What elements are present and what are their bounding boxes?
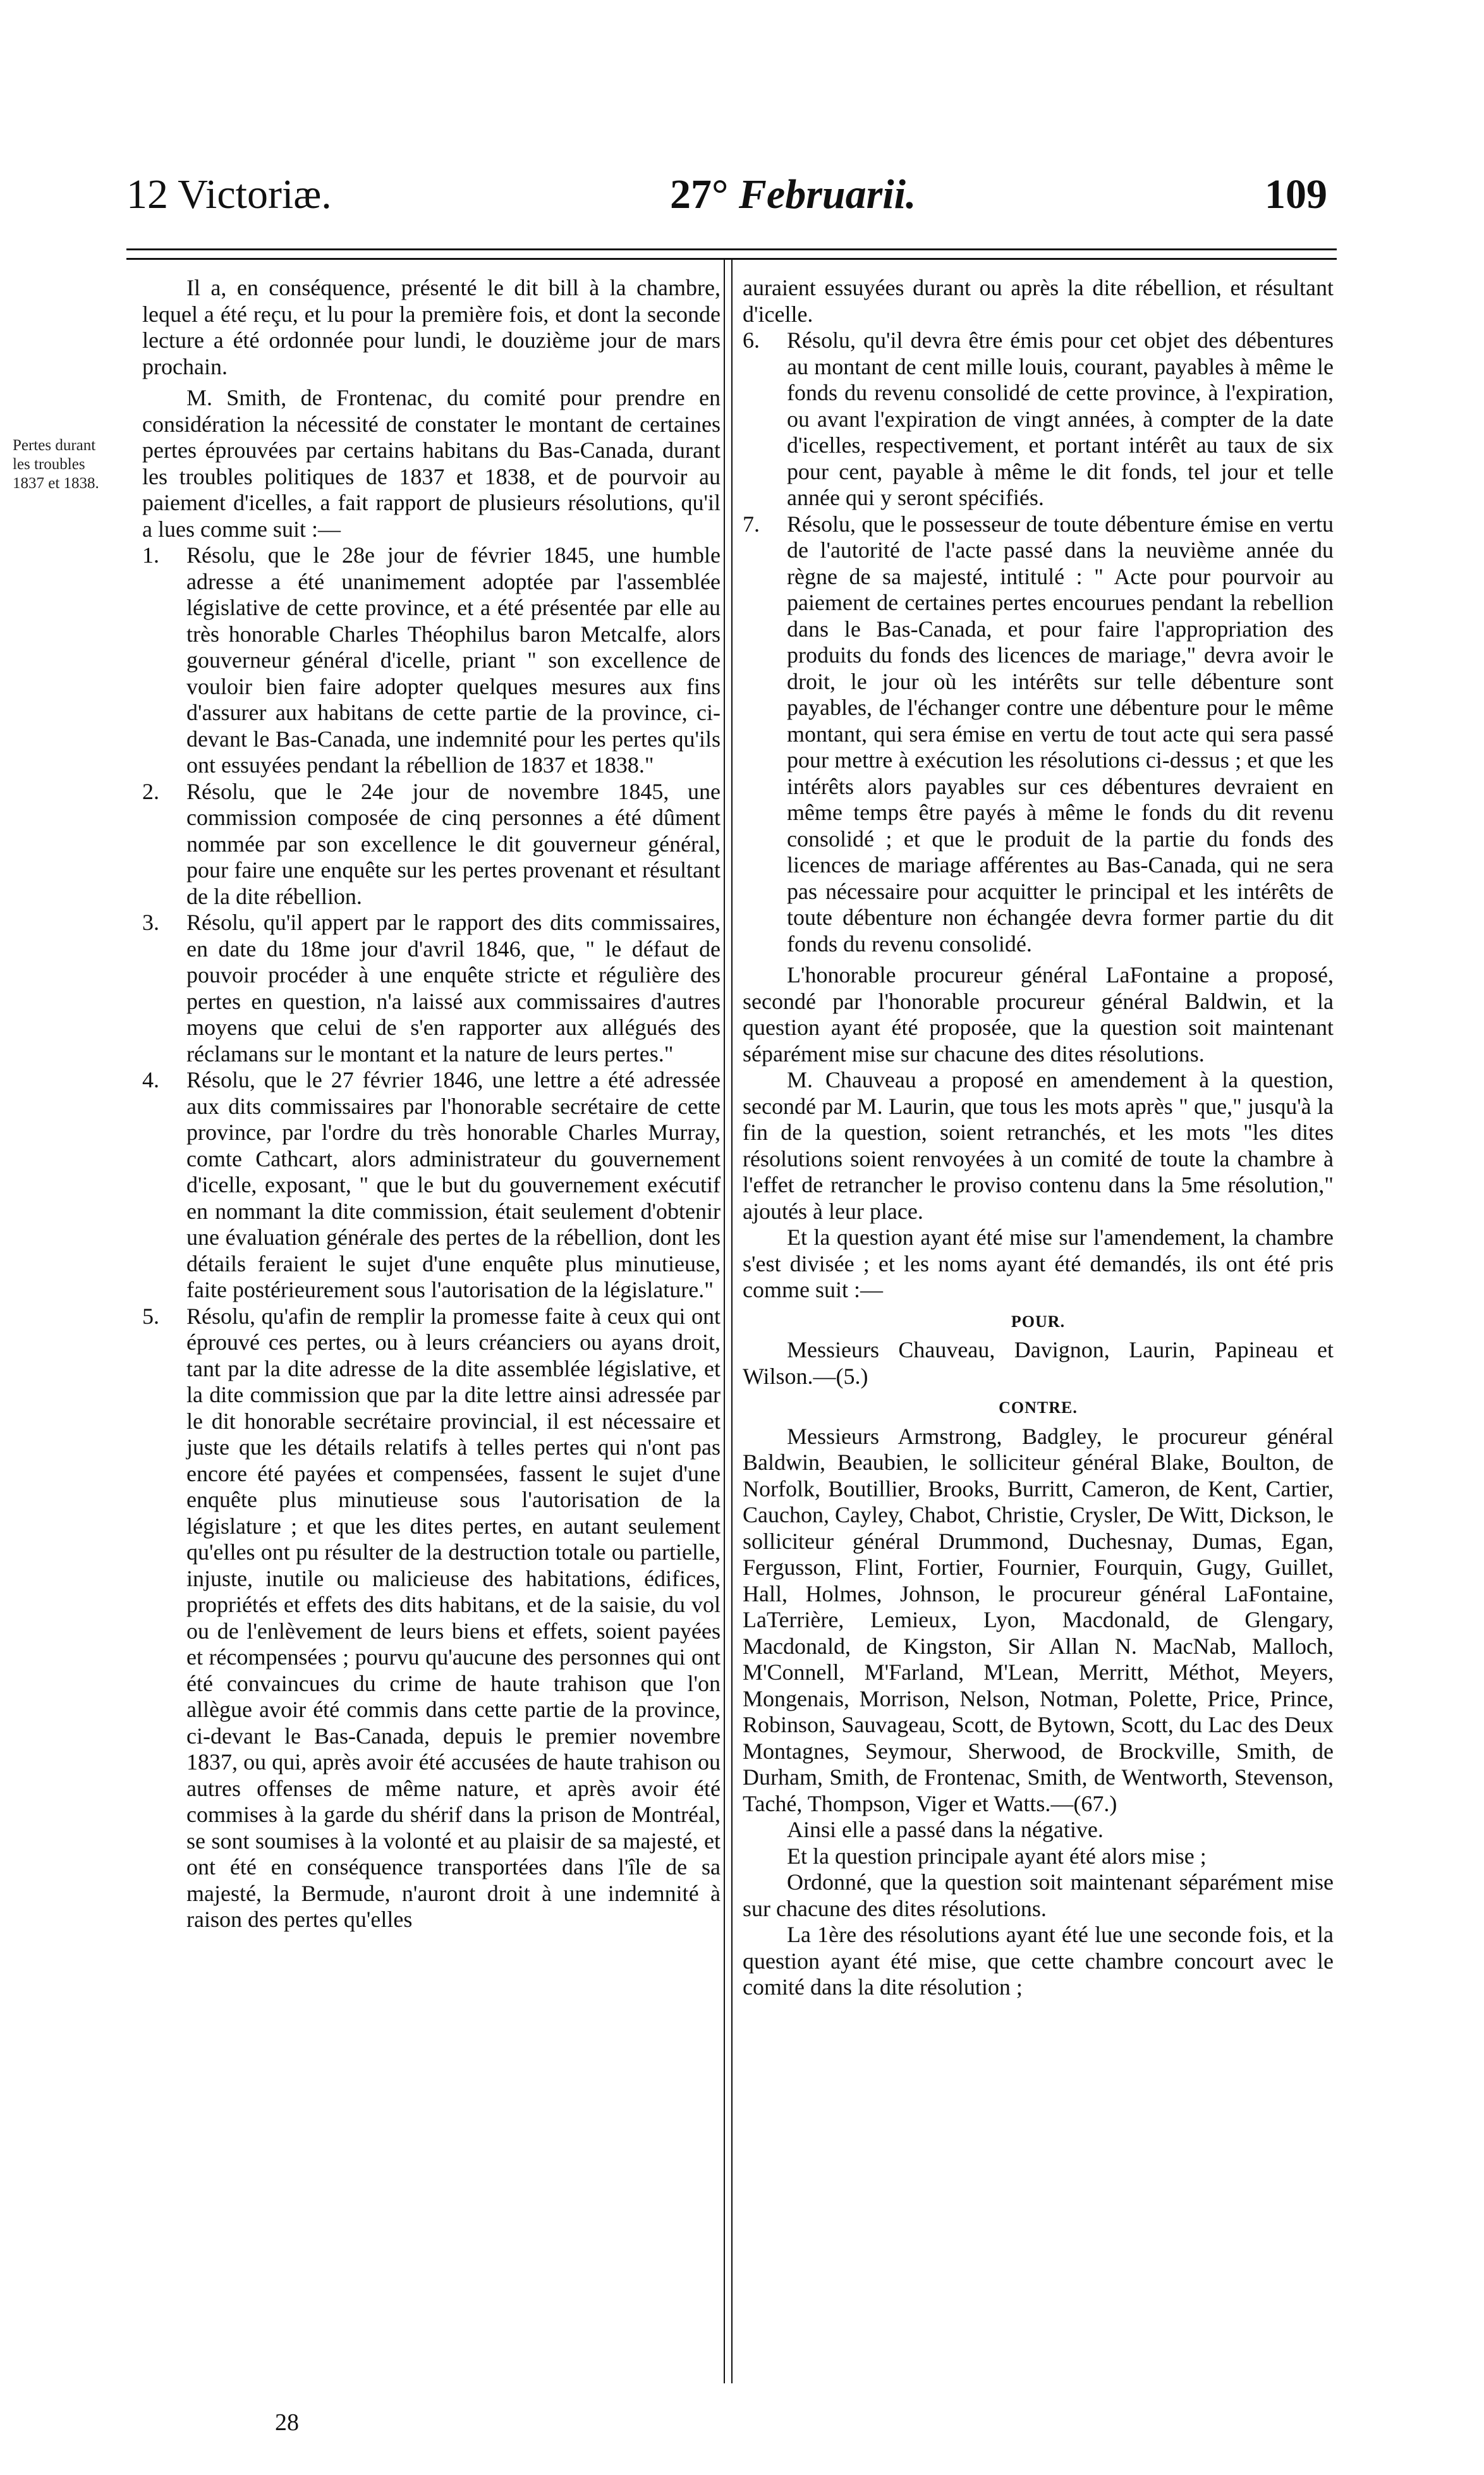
contre-heading: CONTRE. [999,1398,1078,1417]
paragraph-lafontaine-motion: L'honorable procureur général LaFontaine a proposé, secondé par l'honorable procureur général Baldwin, et la question ayant été proposée, que la question soit maintenant séparément mise sur chacune des dites résolutions. [743,962,1334,1066]
right-column [743,275,1334,2001]
resolution-number: 5. [142,1303,159,1329]
page-header [126,171,1327,221]
paragraph-first-resolution: La 1ère des résolutions ayant été lue une seconde fois, et la question ayant été mise, que cette chambre concourt avec le comité dans la dite résolution ; [743,1922,1334,2000]
resolution-1 [142,542,721,779]
paragraph-ordonne: Ordonné, que la question soit maintenant séparément mise sur chacune des dites résolutions. [743,1869,1334,1921]
marginal-note: Pertes durant les troubles 1837 et 1838. [13,437,99,492]
resolution-6 [743,327,1334,511]
paragraph-smith-report: M. Smith, de Frontenac, du comité pour prendre en considération la nécessité de constater le montant de certaines pertes éprouvées par certains habitans du Bas-Canada, durant les troubles politiques de 1837 et 1838, et de pourvoir au paiement d'icelles, a fait rapport de plusieurs résolutions, qu'il a lues comme suit :— [142,385,721,542]
paragraph-bill: Il a, en conséquence, présenté le dit bill à la chambre, lequel a été reçu, et lu pour la première fois, et dont la seconde lecture a été ordonnée pour lundi, le douzième jour de mars prochain. [142,275,721,379]
resolution-text: Résolu, qu'il devra être émis pour cet objet des débentures au montant de cent mille louis, courant, payables à même le fonds du revenu consolidé de cette province, à l'expiration, ou avant l'expiration de vingt années, à compter de la date d'icelles, respectivement, et portant intérêt au taux de six pour cent, payable à même le dit fonds, tel jour et telle année qui y seront spécifiés. [787,327,1334,510]
resolution-7 [743,511,1334,958]
paragraph-main-question: Et la question principale ayant été alors mise ; [787,1843,1207,1869]
pour-heading: POUR. [1011,1312,1066,1331]
page-number: 109 [1265,171,1327,217]
column-divider [724,259,733,2383]
paragraph-chauveau-amendment: M. Chauveau a proposé en amendement à la question, secondé par M. Laurin, que tous les mots après " que," jusqu'à la fin de la question, soient retranchés, et les mots "les dites résolutions soient renvoyées à un comité de toute la chambre à l'effet de retrancher le proviso contenu dans la 5me résolution," ajoutés à leur place. [743,1067,1334,1224]
resolution-text: Résolu, qu'il appert par le rapport des dits commissaires, en date du 18me jour d'avril 1846, que, " le défaut de pouvoir procéder à une enquête stricte et régulière des pertes en question, n'a laissé aux commissaires d'autres moyens que celui de s'en rapporter aux allégués des réclamans sur le montant et la nature de leurs pertes." [186,910,721,1066]
resolution-number: 4. [142,1067,159,1092]
resolution-number: 1. [142,542,159,568]
resolution-text: Résolu, que le possesseur de toute débenture émise en vertu de l'autorité de l'acte passé dans la neuvième année du règne de sa majesté, intitulé : " Acte pour pourvoir au paiement de certaines pertes encourues pendant la rebellion dans le Bas-Canada, et pour faire l'appropriation des produits du fonds des licences de mariage," devra avoir le droit, le jour où les intérêts sur telle débenture sont payables, de l'échanger contre une débenture pour le même montant, qui sera émise en vertu de tout acte qui sera passé pour mettre à exécution les résolutions ci-dessus ; et que les intérêts alors payables sur ces débentures devraient en même temps être payés à même le fonds du dit revenu consolidé ; et que le produit de la partie du fonds des licences de mariage afférentes au Bas-Canada, qui ne sera pas nécessaire pour acquitter le principal et les intérêts de toute débenture non échangée devra former partie du dit fonds du revenu consolidé. [787,511,1334,956]
header-date [670,171,916,219]
header-date-num: 27° [670,171,729,217]
left-column [142,275,721,1933]
resolution-2 [142,779,721,910]
resolution-number: 6. [743,327,760,353]
resolution-number: 7. [743,511,760,537]
resolution-3 [142,910,721,1067]
paragraph-negative: Ainsi elle a passé dans la négative. [787,1817,1104,1842]
contre-list: Messieurs Armstrong, Badgley, le procureur général Baldwin, Beaubien, le solliciteur général Blake, Boulton, de Norfolk, Boutillier, Brooks, Burritt, Cameron, de Kent, Cartier, Cauchon, Cayley, Chabot, Christie, Crysler, De Witt, Dickson, le solliciteur général Drummond, Duchesnay, Dumas, Egan, Fergusson, Flint, Fortier, Fournier, Fourquin, Gugy, Guillet, Hall, Holmes, Johnson, le procureur général LaFontaine, LaTerrière, Lemieux, Lyon, Macdonald, de Glengary, Macdonald, de Kingston, Sir Allan N. MacNab, Malloch, M'Connell, M'Farland, M'Lean, Merritt, Méthot, Meyers, Mongenais, Morrison, Nelson, Notman, Polette, Price, Prince, Robinson, Sauvageau, Scott, de Bytown, Scott, du Lac des Deux Montagnes, Seymour, Sherwood, de Brockville, Smith, de Durham, Smith, de Frontenac, Smith, de Wentworth, Stevenson, Taché, Thompson, Viger et Watts.—(67.) [743,1423,1334,1816]
header-session: 12 Victoriæ. [126,171,332,217]
header-rule [126,248,1337,260]
resolution-5 [142,1304,721,1933]
pour-list: Messieurs Chauveau, Davignon, Laurin, Papineau et Wilson.—(5.) [743,1337,1334,1389]
resolution-number: 3. [142,910,159,935]
resolution-4 [142,1067,721,1304]
resolution-text: Résolu, que le 24e jour de novembre 1845, une commission composée de cinq personnes a été dûment nommée par son excellence le dit gouverneur général, pour faire une enquête sur les pertes provenant et résultant de la dite rébellion. [186,778,721,909]
resolution-number: 2. [142,778,159,804]
resolution-text: Résolu, qu'afin de remplir la promesse faite à ceux qui ont éprouvé ces pertes, ou à leurs créanciers ou ayans droit, tant par la dite adresse de la dite assemblée législative, et la dite commission que par la dite lettre ainsi adressée par le dit honorable secrétaire provincial, il est nécessaire et juste que les détails relatifs à telles pertes qui n'ont pas encore été payées et compensées, fassent le sujet d'une enquête plus minutieuse sous l'autorisation de la législature ; et que les dites pertes, en autant seulement qu'elles ont pu résulter de la destruction totale ou partielle, injuste, inutile ou malicieuse des habitations, édifices, propriétés et effets des dits habitans, et de la saisie, du vol ou de l'enlèvement de leurs biens et effets, soient payées et récompensées ; pourvu qu'aucune des personnes qui ont été convaincues du crime de haute trahison que l'on allègue avoir été commis dans cette partie de la province, ci-devant le Bas-Canada, depuis le premier novembre 1837, ou qui, après avoir été accusées de haute trahison ou autres offenses de même nature, et après avoir été commises à la garde du shérif dans la prison de Montréal, se sont soumises à la volonté et au plaisir de sa majesté, et ont été en conséquence transportées dans l'île de sa majesté, la Bermude, n'auront droit à une indemnité à raison des pertes qu'elles [186,1303,721,1932]
signature-mark: 28 [275,2409,299,2436]
resolution-5-continued: auraient essuyées durant ou après la dite rébellion, et résultant d'icelle. [743,275,1334,327]
header-date-month: Februarii. [738,171,916,217]
paragraph-division: Et la question ayant été mise sur l'amendement, la chambre s'est divisée ; et les noms ayant été demandés, ils ont été pris comme suit :— [743,1225,1334,1302]
resolution-text: Résolu, que le 28e jour de février 1845, une humble adresse a été unanimement adoptée par l'assemblée législative de cette province, et a été présentée par elle au très honorable Charles Théophilus baron Metcalfe, alors gouverneur général d'icelle, priant " son excellence de vouloir bien faire adopter quelques mesures aux fins d'assurer aux habitans de cette partie de la province, ci-devant le Bas-Canada, une indemnité pour les pertes qu'ils ont essuyées pendant la rébellion de 1837 et 1838." [186,542,721,778]
resolution-text: Résolu, que le 27 février 1846, une lettre a été adressée aux dits commissaires par l'honorable secrétaire de cette province, par l'ordre du très honorable Charles Murray, comte Cathcart, alors administrateur du gouvernement d'icelle, exposant, " que le but du gouvernement exécutif en nommant la dite commission, était seulement d'obtenir une évaluation générale des pertes de la rébellion, dont les détails feraient le sujet d'une enquête plus minutieuse, faite postérieurement sous l'autorisation de la législature." [186,1067,721,1302]
